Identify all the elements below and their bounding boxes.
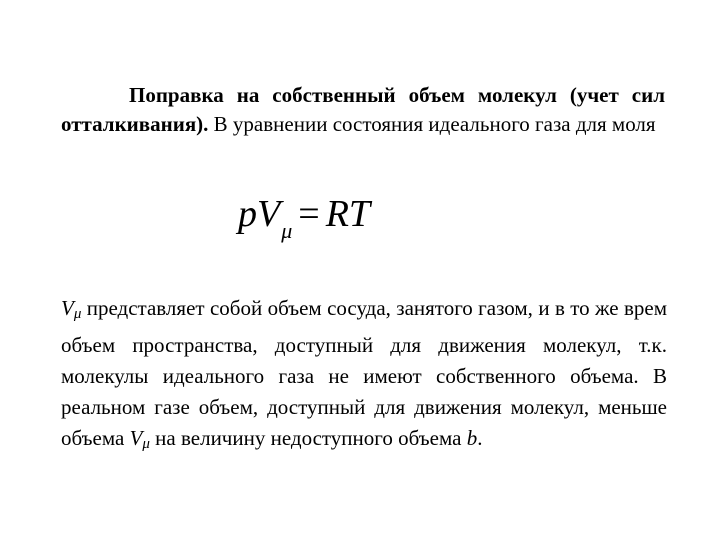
- ideal-gas-equation: [238, 190, 370, 255]
- explanation-text-a: представляет собой объем сосуда, занятого газом, и в то же врем объем пространства, доступный для движения молекул, т.к. молекулы идеального газа не имеют собственного объема. В реальном газе объем, доступный для движения молекул, меньше объема: [61, 296, 667, 450]
- section-heading: Поправка на собственный объем молекул (учет сил отталкивания).: [61, 83, 665, 136]
- intro-paragraph: [61, 81, 665, 139]
- molar-volume-symbol-2: V: [129, 426, 143, 450]
- molar-volume-subscript: μ: [73, 306, 82, 322]
- molar-volume-subscript-2: μ: [142, 436, 150, 452]
- formula-rhs: RT: [325, 193, 371, 235]
- excluded-volume-symbol: b: [466, 426, 478, 450]
- explanation-end: .: [477, 426, 483, 450]
- molar-volume-symbol: V: [61, 296, 74, 320]
- explanation-text-b: на величину недоступного объема: [149, 426, 467, 450]
- formula-pressure: p: [238, 193, 257, 235]
- formula-volume-subscript: μ: [281, 218, 293, 243]
- formula-equals: =: [298, 193, 320, 235]
- formula-volume: V: [257, 193, 281, 235]
- intro-text: В уравнении состояния идеального газа для моля: [208, 112, 656, 136]
- explanation-paragraph: [61, 293, 667, 460]
